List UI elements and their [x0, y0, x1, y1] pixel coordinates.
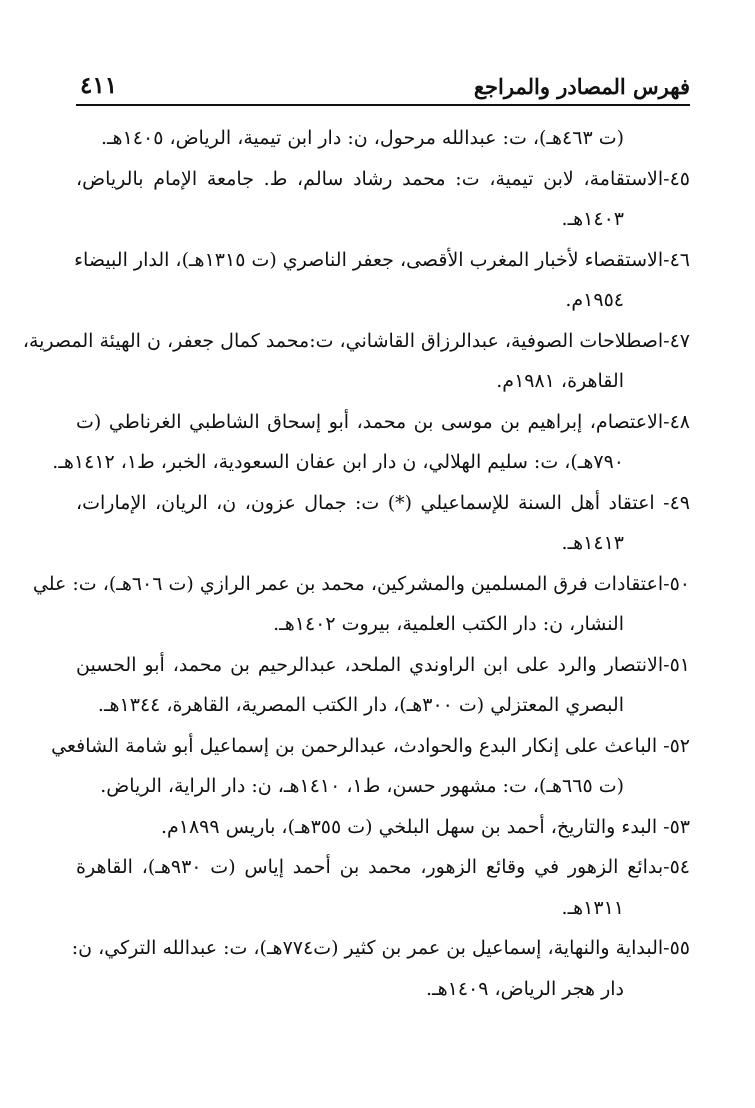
bibliography-entry [76, 483, 690, 564]
entry-line: ٥٠-اعتقادات فرق المسلمين والمشركين، محمد بن عمر الرازي (ت ٦٠٦هـ)، ت: علي [32, 572, 690, 595]
entry-line: (ت ٦٦٥هـ)، ت: مشهور حسن، ط١، ١٤١٠هـ، ن: دار الراية، الرياض. [100, 775, 624, 797]
entry-line: ٤٨-الاعتصام، إبراهيم بن موسى بن محمد، أبو إسحاق الشاطبي الغرناطي (ت [76, 410, 690, 433]
entry-line: (ت ٤٦٣هـ)، ت: عبدالله مرحول، ن: دار ابن تيمية، الرياض، ١٤٠٥هـ. [100, 127, 624, 149]
page-header [76, 72, 690, 106]
entry-line: القاهرة، ١٩٨١م. [496, 370, 624, 392]
bibliography-entry [76, 847, 690, 928]
entry-line: ٥٥-البداية والنهاية، إسماعيل بن عمر بن كثير (ت٧٧٤هـ)، ت: عبدالله التركي، ن: [71, 937, 690, 959]
document-page [22, 72, 690, 1009]
bibliography-entry [71, 928, 690, 1009]
entry-line: ٥١-الانتصار والرد على ابن الراوندي الملحد، عبدالرحيم بن محمد، أبو الحسين [76, 653, 690, 676]
bibliography-entry [76, 807, 690, 848]
entry-line: النشار، ن: دار الكتب العلمية، بيروت ١٤٠٢هـ. [273, 613, 624, 635]
bibliography-entry [76, 159, 690, 240]
entry-line: ٤٩- اعتقاد أهل السنة للإسماعيلي (*) ت: جمال عزون، ن، الريان، الإمارات، [76, 491, 690, 514]
bibliography-entry [22, 321, 690, 402]
entry-line: دار هجر الرياض، ١٤٠٩هـ. [425, 977, 624, 1000]
entry-line: ٧٩٠هـ)، ت: سليم الهلالي، ن دار ابن عفان السعودية، الخبر، ط١، ١٤١٢هـ. [52, 451, 624, 473]
entry-line: ٤٧-اصطلاحات الصوفية، عبدالرزاق القاشاني، ت:محمد كمال جعفر، ن الهيئة المصرية، [22, 329, 690, 352]
entry-line: ١٤١٣هـ. [561, 532, 624, 554]
entry-line: البصري المعتزلي (ت ٣٠٠هـ)، دار الكتب المصرية، القاهرة، ١٣٤٤هـ. [97, 694, 624, 716]
entry-line: ١٤٠٣هـ. [561, 208, 624, 230]
entry-line: ١٩٥٤م. [565, 289, 624, 311]
entry-line: ٥٤-بدائع الزهور في وقائع الزهور، محمد بن أحمد إياس (ت ٩٣٠هـ)، القاهرة [76, 856, 690, 878]
bibliography-list [22, 118, 690, 1009]
entry-line: ٥٢- الباعث على إنكار البدع والحوادث، عبدالرحمن بن إسماعيل أبو شامة الشافعي [51, 734, 690, 757]
bibliography-entry [76, 118, 690, 159]
page-number: ٤١١ [80, 72, 118, 99]
entry-line: ١٣١١هـ. [561, 896, 624, 919]
bibliography-entry [76, 645, 690, 726]
entry-line: ٥٣- البدء والتاريخ، أحمد بن سهل البلخي (ت ٣٥٥هـ)، باريس ١٨٩٩م. [160, 815, 690, 838]
bibliography-entry [52, 402, 690, 483]
bibliography-entry [51, 726, 690, 807]
entry-line: ٤٦-الاستقصاء لأخبار المغرب الأقصى، جعفر الناصري (ت ١٣١٥هـ)، الدار البيضاء [74, 248, 690, 271]
entry-line: ٤٥-الاستقامة، لابن تيمية، ت: محمد رشاد سالم، ط. جامعة الإمام بالرياض، [76, 167, 690, 190]
bibliography-entry [32, 564, 690, 645]
running-title: فهرس المصادر والمراجع [473, 74, 690, 99]
bibliography-entry [76, 240, 690, 321]
